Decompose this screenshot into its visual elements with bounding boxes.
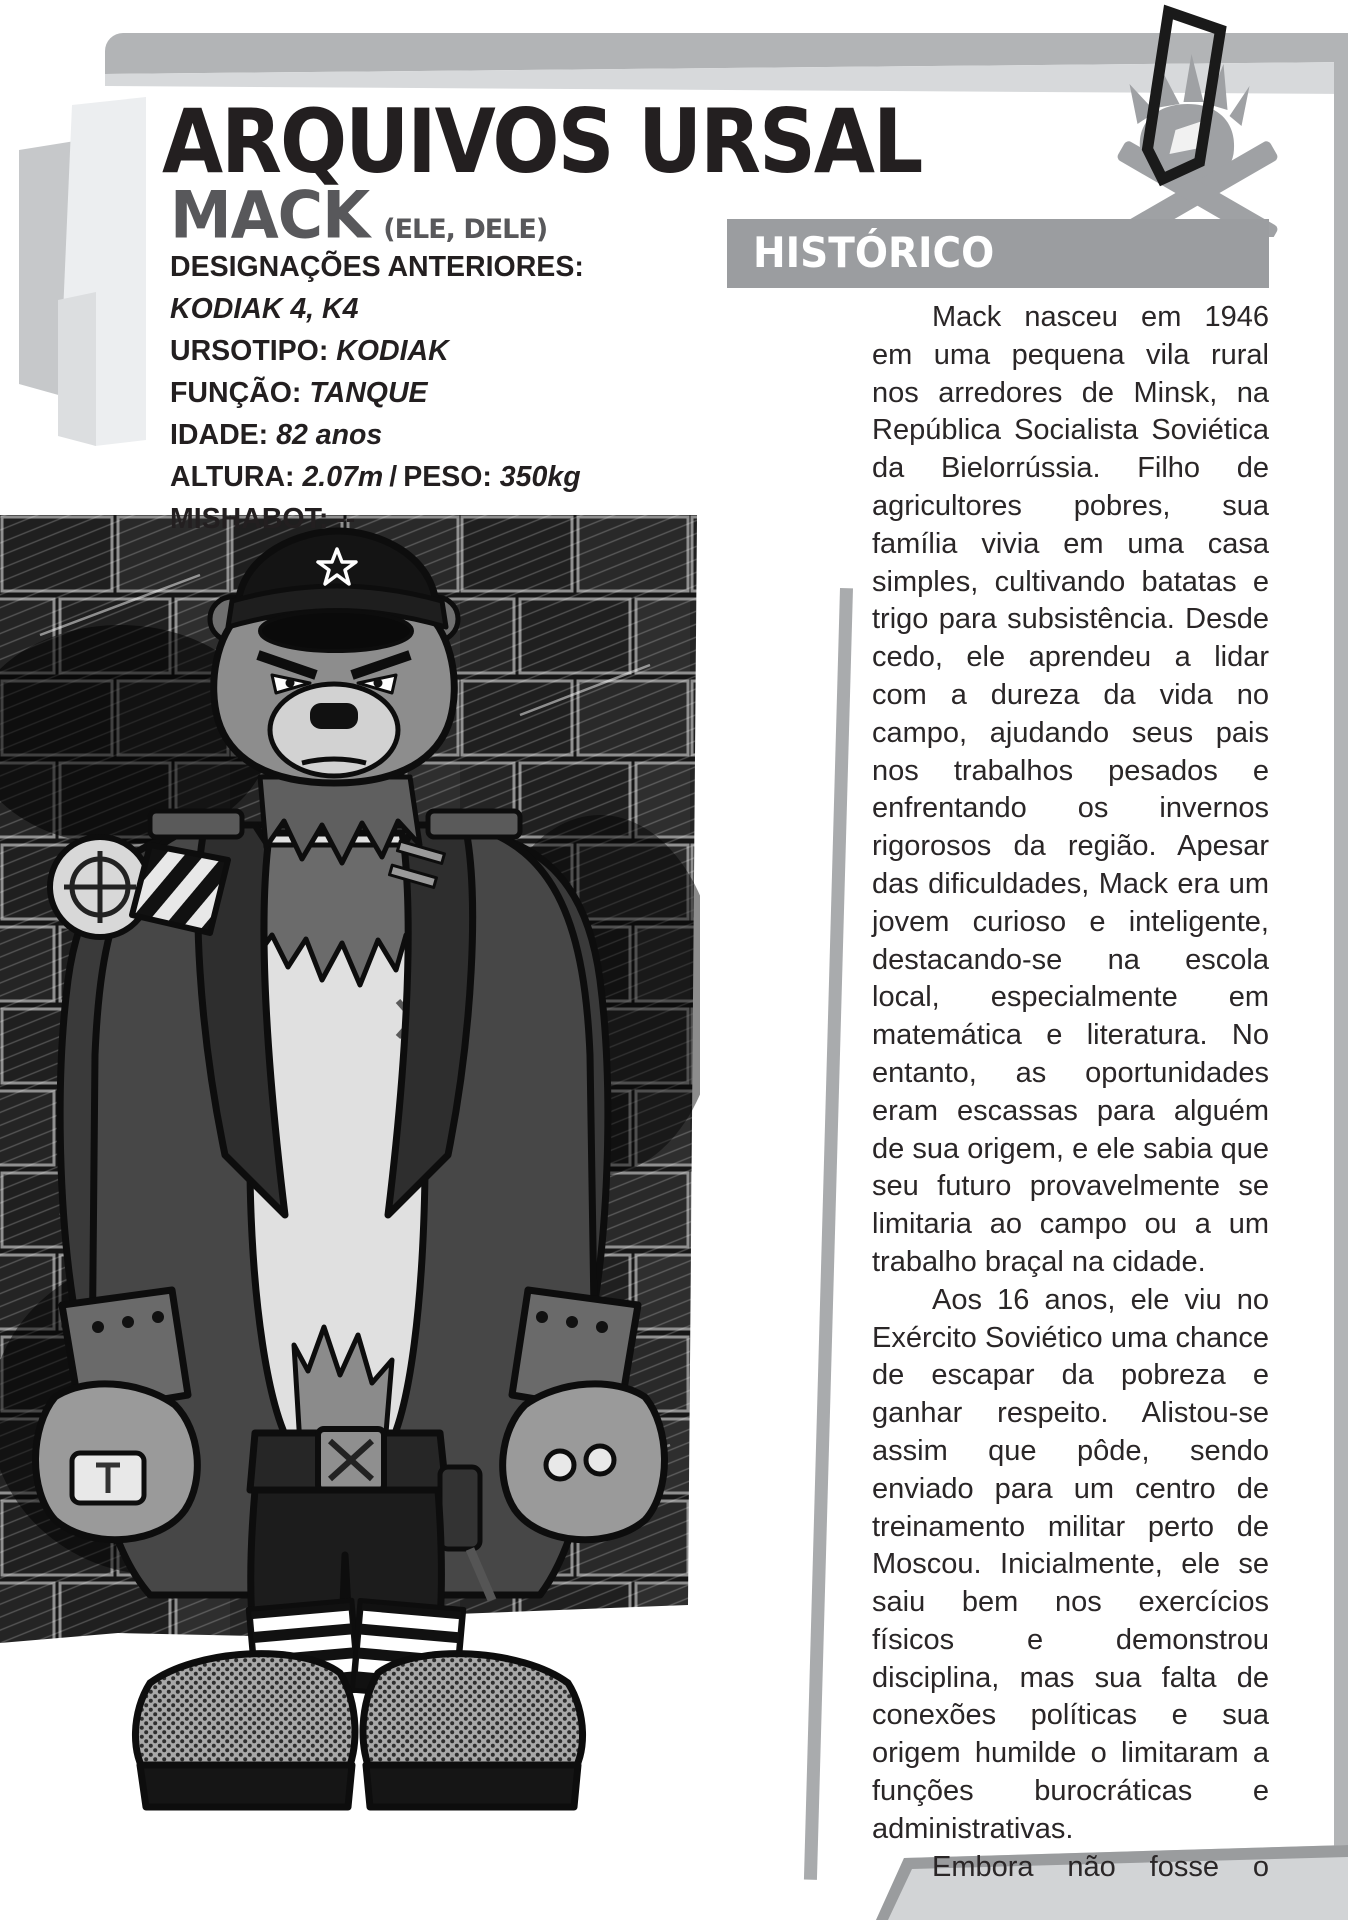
stat-designacoes-label: DESIGNAÇÕES ANTERIORES: xyxy=(170,251,584,283)
stat-mishabot: MISHABOT: -- xyxy=(170,503,356,535)
backing-sheet-mid xyxy=(58,292,96,446)
historico-paragraph-2: Aos 16 anos, ele viu no Exército Soviético uma chance de escapar da pobreza e ganhar respeito. Alistou-se assim que pôde, sendo enviado para um centro de treinamento militar perto de Moscou. Inicialmente, ele se saiu bem nos exercícios físicos e demonstrou disciplina, mas sua falta de conexões políticas e sua origem humilde o limitaram a funções burocráticas e administrativas. xyxy=(872,1283,1269,1845)
right-edge-strip xyxy=(1334,33,1348,1855)
historico-section-bar xyxy=(727,219,1269,288)
stat-idade: IDADE: 82 anos xyxy=(170,419,383,451)
historico-text-column xyxy=(727,299,1269,1886)
character-name: MACK xyxy=(170,176,370,253)
ursal-emblem-icon xyxy=(1085,2,1310,237)
historico-heading: HISTÓRICO xyxy=(753,229,995,278)
illustration-wrap-spacer xyxy=(727,566,872,1878)
character-stats xyxy=(170,246,584,540)
historico-paragraph-1: Mack nasceu em 1946 em uma pequena vila rural nos arredores de Minsk, na República Socialista Soviética da Bielorrússia. Filho de agricultores pobres, sua família vivia em uma casa simples, cultivando batatas e trigo para subsistência. Desde cedo, ele aprendeu a lidar com a dureza da vida no campo, ajudando seus pais nos trabalhos pesados e enfrentando os invernos rigorosos da região. Apesar das dificuldades, Mack era um jovem curioso e inteligente, destacando-se na escola local, especialmente em matemática e literatura. No entanto, as oportunidades eram escassas para alguém de sua origem, e ele sabia que seu futuro provavelmente se limitaria ao campo ou a um trabalho braçal na cidade. xyxy=(872,301,1269,1278)
historico-paragraph-3: Embora não fosse o xyxy=(932,1850,1269,1883)
character-pronouns: (ELE, DELE) xyxy=(383,214,548,245)
mack-bear-illustration xyxy=(0,515,700,1815)
stat-ursotipo: URSOTIPO: KODIAK xyxy=(170,335,449,367)
character-name-row xyxy=(170,176,548,253)
stat-funcao: FUNÇÃO: TANQUE xyxy=(170,377,428,409)
stat-altura-peso: ALTURA: 2.07m / PESO: 350kg xyxy=(170,461,581,493)
page-title: ARQUIVOS URSAL xyxy=(162,90,922,194)
stat-designacoes-value: KODIAK 4, K4 xyxy=(170,293,359,325)
